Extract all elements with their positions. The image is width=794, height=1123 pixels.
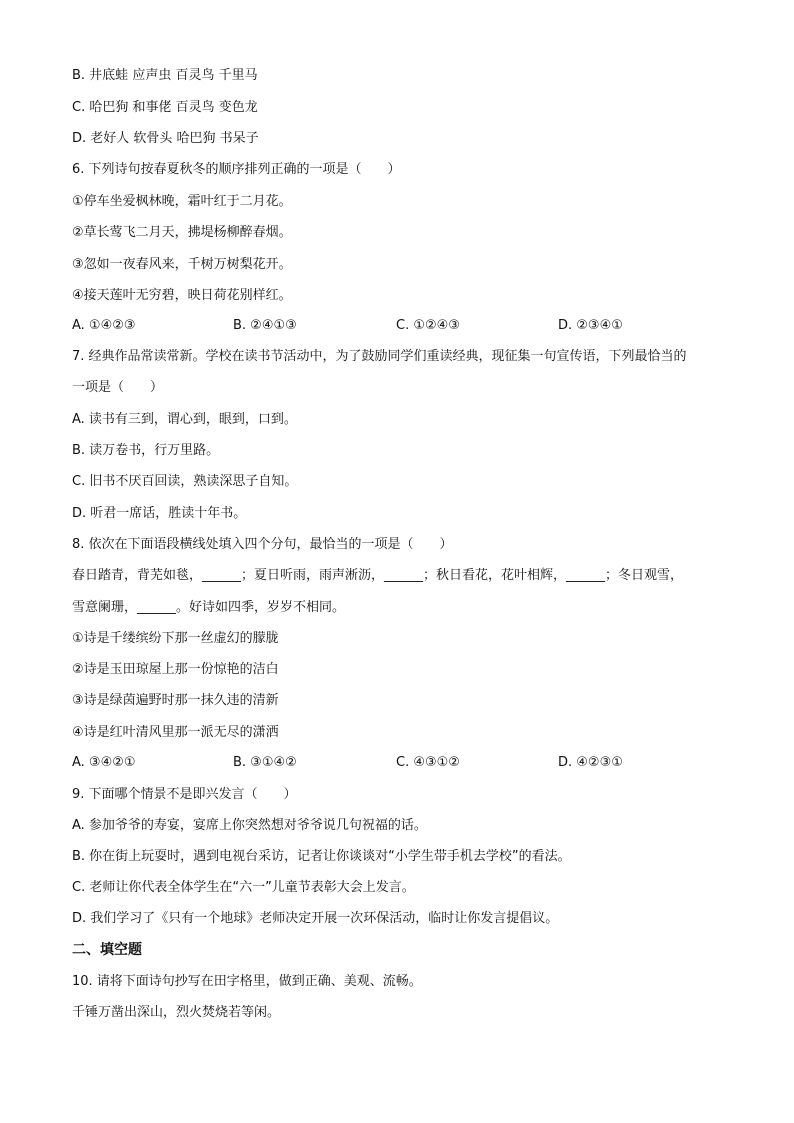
q7-stem-line-2: 一项是（ ） [72,380,164,395]
q6-line-4: ④接天莲叶无穷碧，映日荷花别样红。 [72,288,292,303]
q9-option-a: A. 参加爷爷的寿宴，宴席上你突然想对爷爷说几句祝福的话。 [72,818,427,833]
q8-clause-2: ②诗是玉田琼屋上那一份惊艳的洁白 [72,662,279,677]
q8-option-c: C. ④③①② [396,755,460,770]
q8-passage-line-1: 春日踏青，背芜如毯，______；夏日听雨，雨声淅沥，______；秋日看花，花叶相辉，______；冬日观雪， [72,568,684,583]
q6-option-d: D. ②③④① [558,318,623,333]
q7-option-d: D. 听君一席话，胜读十年书。 [72,506,247,521]
q8-clause-1: ①诗是千缕缤纷下那一丝虚幻的朦胧 [72,631,279,646]
q10-poem: 千锤万凿出深山，烈火焚烧若等闲。 [72,1005,281,1020]
q8-clause-4: ④诗是红叶清风里那一派无尽的潇洒 [72,725,279,740]
q6-option-b: B. ②④①③ [233,318,297,333]
section-heading: 二、填空题 [72,942,142,958]
q7-option-c: C. 旧书不厌百回读，熟读深思子自知。 [72,474,298,489]
q6-stem: 6. 下列诗句按春夏秋冬的顺序排列正确的一项是（ ） [72,162,401,177]
q9-stem: 9. 下面哪个情景不是即兴发言（ ） [72,787,297,802]
q7-stem-line-1: 7. 经典作品常读常新。学校在读书节活动中，为了鼓励同学们重读经典，现征集一句宣传语，下列最恰当的 [72,349,687,364]
q9-option-c: C. 老师让你代表全体学生在“六一”儿童节表彰大会上发言。 [72,880,415,895]
q8-passage-line-2: 雪意阑珊，______。好诗如四季，岁岁不相同。 [72,600,346,615]
q8-stem: 8. 依次在下面语段横线处填入四个分句，最恰当的一项是（ ） [72,537,453,552]
q7-option-a: A. 读书有三到，谓心到，眼到，口到。 [72,412,297,427]
q9-option-d: D. 我们学习了《只有一个地球》老师决定开展一次环保活动，临时让你发言提倡议。 [72,911,559,926]
q10-stem: 10. 请将下面诗句抄写在田字格里，做到正确、美观、流畅。 [72,974,422,989]
q9-option-b: B. 你在街上玩耍时，遇到电视台采访，记者让你谈谈对“小学生带手机去学校”的看法。 [72,849,571,864]
q5-option-c: C. 哈巴狗 和事佬 百灵鸟 变色龙 [72,100,258,115]
q8-clause-3: ③诗是绿茵遍野时那一抹久违的清新 [72,693,279,708]
q7-option-b: B. 读万卷书，行万里路。 [72,443,220,458]
q6-option-a: A. ①④②③ [72,318,136,333]
q6-line-1: ①停车坐爱枫林晚，霜叶红于二月花。 [72,194,292,209]
q8-option-b: B. ③①④② [233,755,297,770]
q8-option-a: A. ③④②① [72,755,136,770]
q8-option-d: D. ④②③① [558,755,623,770]
q6-line-3: ③忽如一夜春风来，千树万树梨花开。 [72,257,292,272]
q6-option-c: C. ①②④③ [396,318,460,333]
q5-option-b: B. 井底蛙 应声虫 百灵鸟 千里马 [72,68,258,83]
q6-line-2: ②草长莺飞二月天，拂堤杨柳醉春烟。 [72,225,292,240]
q5-option-d: D. 老好人 软骨头 哈巴狗 书呆子 [72,131,259,146]
